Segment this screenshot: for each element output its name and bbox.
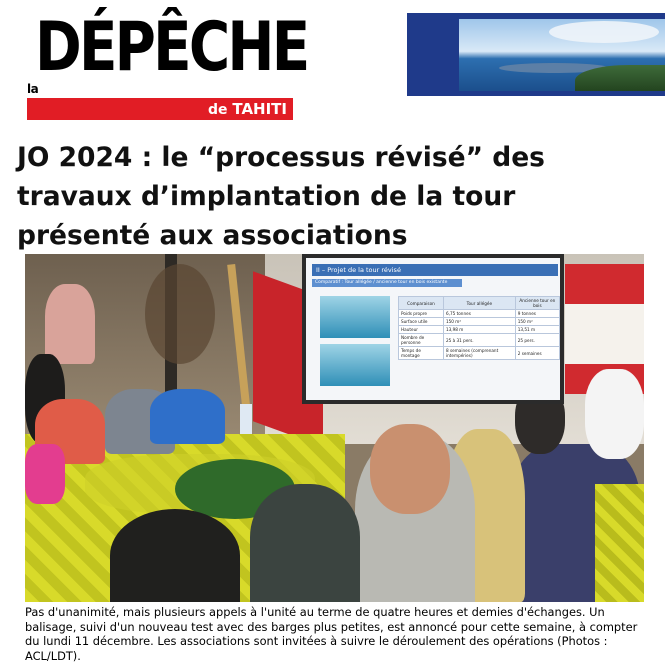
table-header: Comparaison [399, 297, 444, 310]
table-header: Tour allégée [443, 297, 515, 310]
article-headline: JO 2024 : le “processus révisé” des travaux d’implantation de la tour présenté aux associations [17, 142, 545, 251]
masthead [0, 0, 665, 128]
table-row [399, 334, 560, 347]
logo-subtitle [208, 100, 287, 118]
table-row [399, 326, 560, 334]
logo-prefix: la [27, 82, 39, 96]
site-logo[interactable] [27, 6, 308, 126]
logo-sub-place: TAHITI [232, 100, 287, 118]
logo-title: DÉPÊCHE [35, 8, 308, 87]
table-cell: 8 semaines (comprenant intempéries) [443, 347, 515, 360]
photo-caption: Pas d'unanimité, mais plusieurs appels à l'unité au terme de quatre heures et demies d'échanges. Un balisage, suivi d'un nouveau test avec des barges plus petites, est annoncé pour cette semaine, à compter du lundi 11 décembre. Les associations sont invitées à suivre le déroulement des opérations (Photos : ACL/LDT). [25, 605, 638, 663]
header-banner-image[interactable] [407, 13, 665, 96]
projection-screen [302, 254, 564, 404]
table-cell: Hauteur [399, 326, 444, 334]
table-row [399, 347, 560, 360]
table-cell: Temps de montage [399, 347, 444, 360]
table-cell: Surface utile [399, 318, 444, 326]
table-cell: 13,51 m [515, 326, 559, 334]
logo-sub-de: de [207, 102, 228, 118]
table-cell: Poids propre [399, 310, 444, 318]
table-row [399, 318, 560, 326]
slide-tower-image [320, 344, 390, 386]
banner-landscape [459, 19, 665, 91]
table-header: Ancienne tour en bois [515, 297, 559, 310]
table-cell: 9 tonnes [515, 310, 559, 318]
logo-bar [27, 98, 293, 120]
table-cell: 13,98 m [443, 326, 515, 334]
table-cell: Nombre de personne [399, 334, 444, 347]
table-cell: 25 pers. [515, 334, 559, 347]
slide-title: II – Projet de la tour révisé [312, 264, 558, 276]
table-row [399, 310, 560, 318]
slide-tower-image [320, 296, 390, 338]
table-cell: 25 à 31 pers. [443, 334, 515, 347]
table-cell: 150 m² [515, 318, 559, 326]
slide-subtitle: Comparatif : Tour allégée / ancienne tour en bois existante [312, 279, 462, 287]
table-cell: 2 semaines [515, 347, 559, 360]
table-cell: 6,75 tonnes [443, 310, 515, 318]
slide-comparison-table [398, 296, 560, 360]
table-cell: 150 m² [443, 318, 515, 326]
